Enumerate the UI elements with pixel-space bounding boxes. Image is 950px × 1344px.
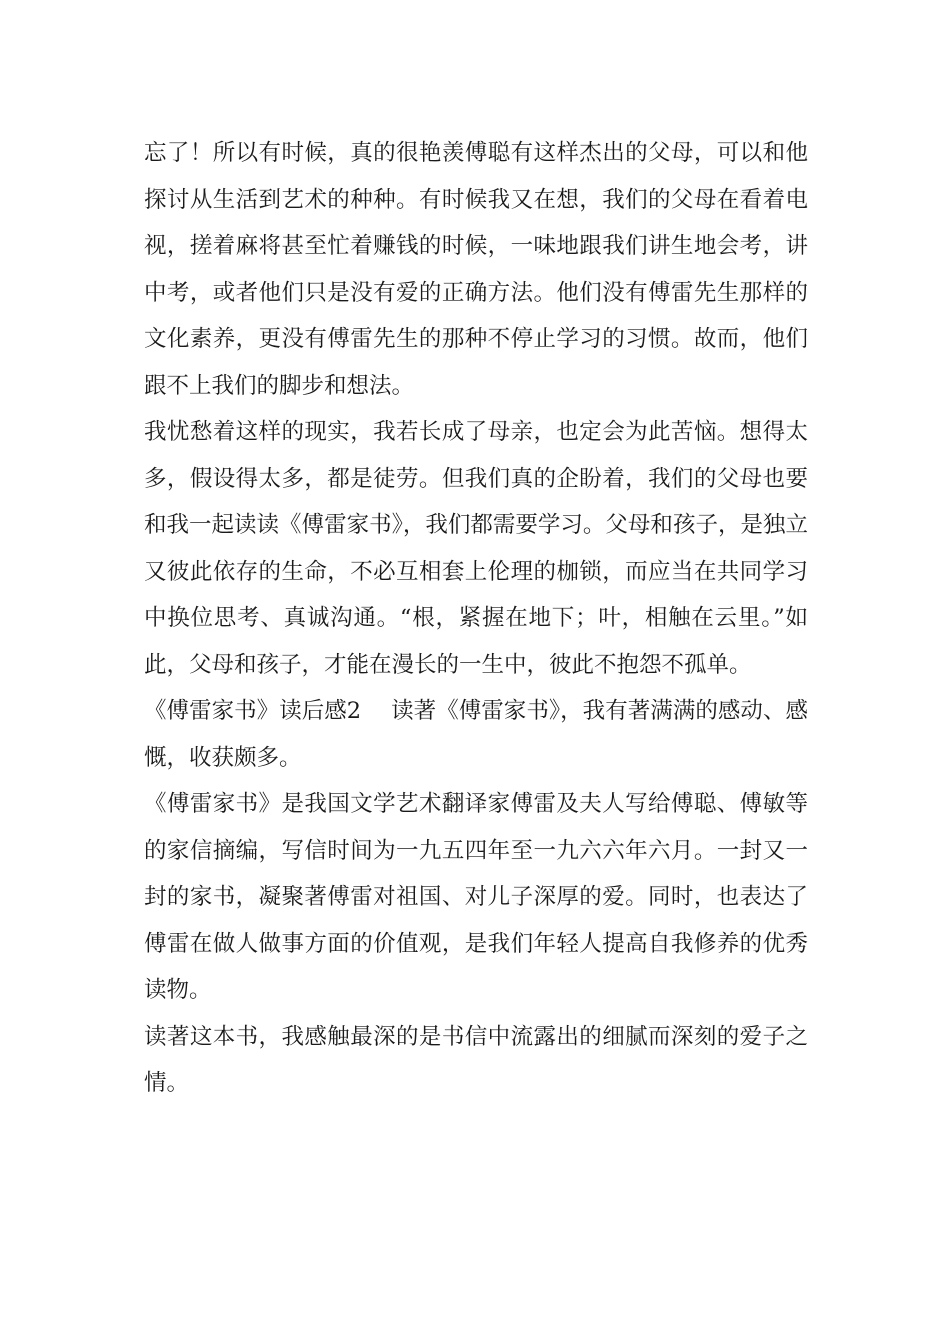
document-body: [144, 130, 808, 1107]
section-heading-paragraph: [144, 688, 808, 781]
section-title: 《傅雷家书》读后感2: [144, 698, 362, 724]
section-lead: 读著《傅雷家书》，我有著满满的感动、感慨，收获颇多。: [144, 698, 808, 771]
paragraph: 读著这本书，我感触最深的是书信中流露出的细腻而深刻的爱子之情。: [144, 1023, 808, 1096]
paragraph: 《傅雷家书》是我国文学艺术翻译家傅雷及夫人写给傅聪、傅敏等的家信摘编，写信时间为一九五四年至一九六六年六月。一封又一封的家书，凝聚著傅雷对祖国、对儿子深厚的爱。同时，也表达了傅雷在做人做事方面的价值观，是我们年轻人提高自我修养的优秀读物。: [144, 791, 808, 1003]
paragraph: 忘了！所以有时候，真的很艳羡傅聪有这样杰出的父母，可以和他探讨从生活到艺术的种种。有时候我又在想，我们的父母在看着电视，搓着麻将甚至忙着赚钱的时候，一味地跟我们讲生地会考，讲中考，或者他们只是没有爱的正确方法。他们没有傅雷先生那样的文化素养，更没有傅雷先生的那种不停止学习的习惯。故而，他们跟不上我们的脚步和想法。: [144, 140, 808, 399]
paragraph: 我忧愁着这样的现实，我若长成了母亲，也定会为此苦恼。想得太多，假设得太多，都是徒劳。但我们真的企盼着，我们的父母也要和我一起读读《傅雷家书》，我们都需要学习。父母和孩子，是独立又彼此依存的生命，不必互相套上伦理的枷锁，而应当在共同学习中换位思考、真诚沟通。“根，紧握在地下；叶，相触在云里。”如此，父母和孩子，才能在漫长的一生中，彼此不抱怨不孤单。: [144, 419, 808, 678]
